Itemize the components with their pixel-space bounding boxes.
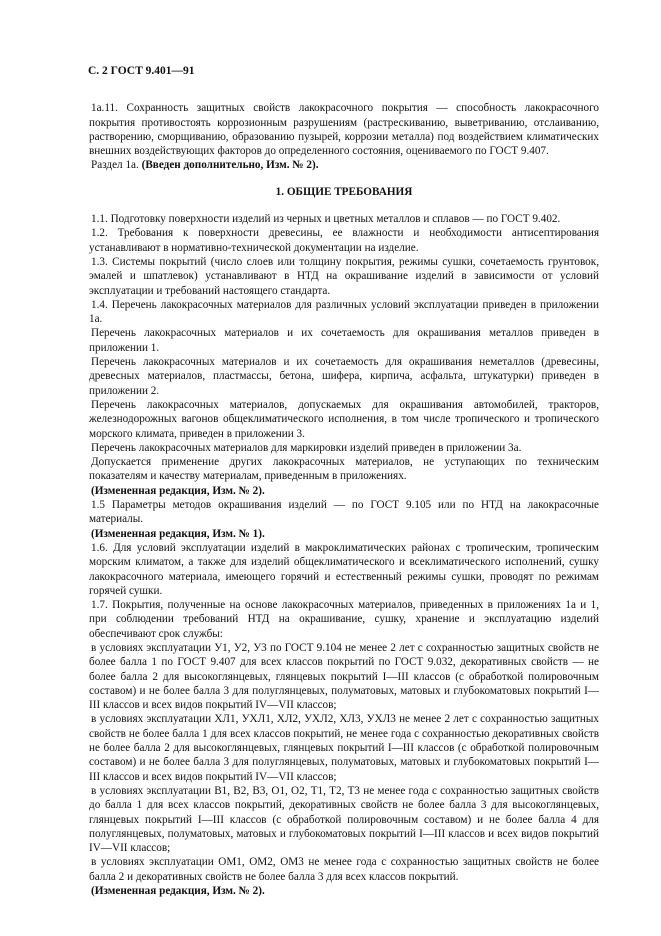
paragraph-1-4c: Перечень лакокрасочных материалов и их сочетаемость для окрашивания неметаллов (древесины, древесных материалов, пластмассы, бетона, шифера, кирпича, асфальта, штукатурки) приведен в приложении 2. [89, 356, 599, 397]
amendment-note-izm2-a: (Измененная редакция, Изм. № 2). [91, 484, 265, 497]
paragraph-1-4e: Перечень лакокрасочных материалов для маркировки изделий приведен в приложении 3а. [91, 441, 522, 454]
paragraph-1a11: 1а.11. Сохранность защитных свойств лакокрасочного покрытия — способность лакокрасочного покрытия противостоять коррозионным разрушениям (растрескиванию, выветриванию, отслаиванию, растворению, сморщиванию, образованию пузырей, коррозии металла) под воздействием климатических внешних воздействующих факторов до определенного состояния, оцениваемого по ГОСТ 9.407. [89, 102, 599, 158]
paragraph-1-7b: в условиях эксплуатации ХЛ1, УХЛ1, ХЛ2, УХЛ2, ХЛ3, УХЛ3 не менее 2 лет с сохранностью защитных свойств не более балла 1 для всех классов покрытий, не менее года с сохранностью декоративных свойств не более балла 2 для высокоглянцевых, глянцевых покрытий I—III классов (с обработкой полировочным составом) и не более балла 3 для полуглянцевых, полуматовых, матовых и глубокоматовых покрытий I—III классов и всех видов покрытий IV—VII классов; [89, 713, 599, 783]
paragraph-1-4b: Перечень лакокрасочных материалов и их сочетаемость для окрашивания металлов приведен в приложении 1. [89, 327, 599, 354]
paragraph-1-7: 1.7. Покрытия, полученные на основе лакокрасочных материалов, приведенных в приложениях 1а и 1, при соблюдении требований НТД на окрашивание, сушку, хранение и эксплуатацию изделий обеспечивают срок службы: [89, 599, 599, 640]
paragraph-1-7a: в условиях эксплуатации У1, У2, У3 по ГОСТ 9.104 не менее 2 лет с сохранностью защитных свойств не более балла 1 по ГОСТ 9.407 для всех классов покрытий по ГОСТ 9.032, декоративных свойств — не более балла 2 для высокоглянцевых, глянцевых покрытий I—III классов (с обработкой полировочным составом) и не более балла 3 для полуглянцевых, полуматовых, матовых и глубокоматовых покрытий I—III классов и всех видов покрытий IV—VII классов; [89, 641, 599, 712]
paragraph-1-1: 1.1. Подготовку поверхности изделий из черных и цветных металлов и сплавов — по ГОСТ 9.402. [91, 213, 561, 226]
section-title: 1. ОБЩИЕ ТРЕБОВАНИЯ [275, 185, 413, 198]
paragraph-1-7c: в условиях эксплуатации В1, В2, В3, О1, О2, Т1, Т2, Т3 не менее года с сохранностью защитных свойств до балла 1 для всех классов покрытий, декоративных свойств не более балла 3 для высокоглянцевых, глянцевых покрытий I—III классов (с обработкой полировочным составом) и не более балла 4 для полуглянцевых, полуматовых, матовых и глубокоматовых покрытий I—III классов и всех видов покрытий IV—VII классов; [89, 784, 599, 855]
paragraph-1-5: 1.5 Параметры методов окрашивания изделий — по ГОСТ 9.105 или по НТД на лакокрасочные материалы. [89, 499, 599, 526]
paragraph-1-2: 1.2. Требования к поверхности древесины, ее влажности и необходимости антисептирования устанавливают в нормативно-технической документации на изделие. [89, 227, 599, 254]
paragraph-1-7d: в условиях эксплуатации ОМ1, ОМ2, ОМ3 не менее года с сохранностью защитных свойств не более балла 2 и декоративных свойств не более балла 3 для всех классов покрытий. [89, 856, 599, 883]
razdel-note: (Введен дополнительно, Изм. № 2). [141, 159, 319, 172]
paragraph-1-3: 1.3. Системы покрытий (число слоев или толщину покрытия, режимы сушки, сочетаемость грунтовок, эмалей и шпатлевок) устанавливают в НТД на окрашивание изделий в зависимости от условий эксплуатации и требований настоящего стандарта. [89, 255, 599, 297]
paragraph-1-4d: Перечень лакокрасочных материалов, допускаемых для окрашивания автомобилей, тракторов, железнодорожных вагонов общеклиматического исполнения, в том числе тропического и тропического морского климата, приведен в приложении 3. [89, 398, 599, 440]
page-header: С. 2 ГОСТ 9.401—91 [88, 65, 195, 77]
paragraph-1-4f: Допускается применение других лакокрасочных материалов, не уступающих по техническим показателям и качеству материалам, приведенным в приложениях. [89, 456, 599, 483]
amendment-note-izm2-b: (Измененная редакция, Изм. № 2). [91, 885, 265, 898]
razdel-prefix: Раздел 1а. [91, 159, 142, 172]
amendment-note-izm1: (Измененная редакция, Изм. № 1). [91, 527, 265, 540]
razdel-note-line [89, 158, 599, 172]
paragraph-1-6: 1.6. Для условий эксплуатации изделий в макроклиматических районах с тропическим, тропическим морским климатом, а также для изделий общеклиматического и всеклиматического исполнений, сушку лакокрасочного материала, имеющего горячий и естественный режимы сушки, проводят по режимам горячей сушки. [89, 541, 599, 597]
paragraph-1-4: 1.4. Перечень лакокрасочных материалов для различных условий эксплуатации приведен в приложении 1а. [89, 298, 599, 326]
